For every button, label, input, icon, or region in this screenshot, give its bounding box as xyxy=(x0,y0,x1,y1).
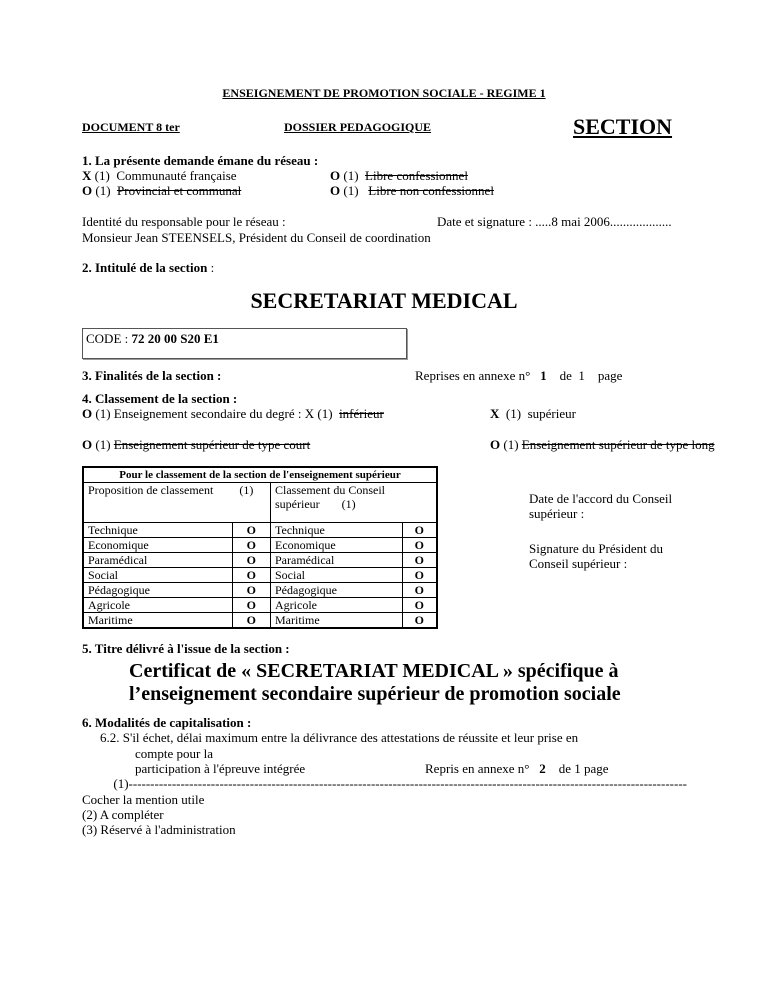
row-label: Economique xyxy=(271,538,403,553)
option-superieur: X (1) supérieur xyxy=(490,406,576,421)
s4-title: 4. Classement de la section : xyxy=(82,391,238,406)
option-secondaire: O (1) Enseignement secondaire du degré : X (1) inférieur xyxy=(82,406,384,421)
separator-dashes: ---------------------------------------------------------------------------------------------------------------------------------(1) xyxy=(113,776,687,791)
row-label: Maritime xyxy=(83,613,232,629)
certificate-line-1: Certificat de « SECRETARIAT MEDICAL » spécifique à xyxy=(129,660,619,682)
table-title: Pour le classement de la section de l'enseignement supérieur xyxy=(83,467,437,483)
option-long: O (1) Enseignement supérieur de type long xyxy=(490,437,715,452)
identity-label: Identité du responsable pour le réseau : xyxy=(82,214,286,229)
s6-annex: Repris en annexe n° 2 de 1 page xyxy=(425,761,609,776)
row-mark: O xyxy=(402,613,437,629)
row-mark: O xyxy=(402,568,437,583)
section-name: SECRETARIAT MEDICAL xyxy=(250,288,518,313)
option-communaute: X (1) Communauté française xyxy=(82,168,237,183)
s6-line-1: 6.2. S'il échet, délai maximum entre la délivrance des attestations de réussite et leur prise en xyxy=(100,730,579,745)
s3-title: 3. Finalités de la section : xyxy=(82,368,222,383)
signature-president: Signature du Président du Conseil supérieur : xyxy=(529,541,663,571)
row-label: Pédagogique xyxy=(271,583,403,598)
row-mark: O xyxy=(232,553,270,568)
option-court: O (1) Enseignement supérieur de type court xyxy=(82,437,311,452)
row-label: Maritime xyxy=(271,613,403,629)
table-row xyxy=(83,568,437,583)
identity-value: Monsieur Jean STEENSELS, Président du Conseil de coordination xyxy=(82,230,431,245)
row-label: Economique xyxy=(83,538,232,553)
date-signature: Date et signature : .....8 mai 2006................... xyxy=(437,214,672,229)
note-2: (2) A compléter xyxy=(82,807,164,822)
classification-table xyxy=(82,466,438,629)
table-row xyxy=(83,538,437,553)
s6-title: 6. Modalités de capitalisation : xyxy=(82,715,252,730)
s3-annex: Reprises en annexe n° 1 de 1 page xyxy=(415,368,623,383)
dossier-label: DOSSIER PEDAGOGIQUE xyxy=(284,120,432,134)
s6-line-2: compte pour la xyxy=(135,746,213,761)
row-label: Agricole xyxy=(83,598,232,613)
option-libre-confessionnel: O (1) Libre confessionnel xyxy=(330,168,468,183)
code: CODE : 72 20 00 S20 E1 xyxy=(86,331,219,346)
col-proposition: Proposition de classement (1) xyxy=(83,483,271,523)
row-mark: O xyxy=(232,583,270,598)
row-label: Social xyxy=(83,568,232,583)
row-mark: O xyxy=(402,583,437,598)
option-libre-non-confessionnel: O (1) Libre non confessionnel xyxy=(330,183,494,198)
row-mark: O xyxy=(232,523,270,538)
row-label: Paramédical xyxy=(271,553,403,568)
row-label: Paramédical xyxy=(83,553,232,568)
date-accord: Date de l'accord du Conseil supérieur : xyxy=(529,491,673,521)
table-row xyxy=(83,613,437,629)
table-row xyxy=(83,598,437,613)
s2-title: 2. Intitulé de la section : xyxy=(82,260,215,275)
table-row xyxy=(83,583,437,598)
option-provincial: O (1) Provincial et communal xyxy=(82,183,242,198)
table-row xyxy=(83,523,437,538)
row-mark: O xyxy=(232,538,270,553)
row-label: Technique xyxy=(83,523,232,538)
row-label: Pédagogique xyxy=(83,583,232,598)
row-mark: O xyxy=(232,568,270,583)
note-1: Cocher la mention utile xyxy=(82,792,205,807)
s1-title: 1. La présente demande émane du réseau : xyxy=(82,153,319,168)
row-mark: O xyxy=(402,523,437,538)
col-conseil: Classement du Conseil supérieur (1) xyxy=(271,483,438,523)
s6-line-3: participation à l'épreuve intégrée xyxy=(135,761,306,776)
row-mark: O xyxy=(232,598,270,613)
row-mark: O xyxy=(402,553,437,568)
row-label: Social xyxy=(271,568,403,583)
row-label: Agricole xyxy=(271,598,403,613)
main-title: ENSEIGNEMENT DE PROMOTION SOCIALE - REGIME 1 xyxy=(222,86,546,100)
row-mark: O xyxy=(402,598,437,613)
note-3: (3) Réservé à l'administration xyxy=(82,822,236,837)
certificate-line-2: l’enseignement secondaire supérieur de promotion sociale xyxy=(129,683,621,705)
s5-title: 5. Titre délivré à l'issue de la section : xyxy=(82,641,290,656)
row-mark: O xyxy=(402,538,437,553)
document-number: DOCUMENT 8 ter xyxy=(82,120,180,134)
row-mark: O xyxy=(232,613,270,629)
section-label: SECTION xyxy=(573,114,673,139)
row-label: Technique xyxy=(271,523,403,538)
table-row xyxy=(83,553,437,568)
